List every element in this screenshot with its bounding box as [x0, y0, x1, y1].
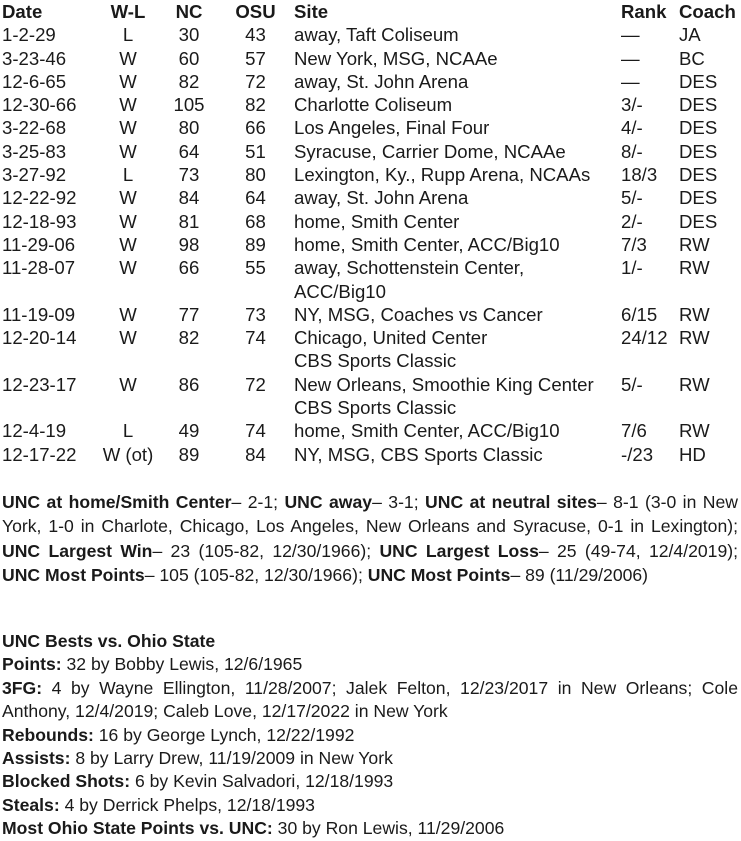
cell-site — [291, 303, 621, 326]
cell-rank: — — [621, 70, 640, 92]
cell-site — [291, 140, 621, 163]
bests-item — [2, 677, 738, 724]
cell-nc: 105 — [173, 94, 205, 116]
cell-osu: 64 — [245, 187, 266, 209]
summary-home-label: UNC at home/Smith Center — [2, 492, 232, 512]
cell-rank: 1/- — [621, 257, 643, 279]
bests-item-label: Points: — [2, 654, 62, 675]
summary-away-label: UNC away — [284, 492, 373, 512]
cell-coach: BC — [679, 47, 705, 69]
cell-coach: RW — [679, 303, 710, 325]
table-row — [0, 23, 741, 46]
cell-osu: 51 — [245, 140, 266, 162]
cell-date: 12-22-92 — [2, 187, 77, 209]
cell-coach: RW — [679, 420, 710, 442]
table-row — [0, 443, 741, 466]
header-osu: OSU — [235, 1, 276, 22]
summary-paragraph — [2, 490, 738, 588]
site-line: away, St. John Arena — [294, 70, 469, 92]
header-date: Date — [2, 1, 43, 22]
cell-wl: W — [119, 70, 137, 92]
table-row — [0, 70, 741, 93]
cell-date: 1-2-29 — [2, 24, 56, 46]
cell-osu: 74 — [245, 420, 266, 442]
table-row — [0, 210, 741, 233]
cell-date: 11-19-09 — [2, 303, 76, 325]
cell-date: 12-4-19 — [2, 420, 67, 442]
cell-nc: 60 — [178, 47, 200, 69]
header-site: Site — [294, 1, 329, 22]
site-line-2: CBS Sports Classic — [294, 397, 457, 419]
cell-coach: RW — [679, 233, 710, 255]
summary-largest-loss-label: UNC Largest Loss — [379, 540, 539, 561]
cell-nc: 30 — [178, 24, 200, 46]
cell-site — [291, 70, 621, 93]
header-rank: Rank — [621, 1, 667, 22]
site-line: Los Angeles, Final Four — [294, 117, 490, 139]
cell-wl: W — [119, 257, 137, 279]
cell-nc: 82 — [178, 327, 200, 349]
cell-rank: 24/12 — [621, 327, 668, 349]
cell-date: 3-22-68 — [2, 117, 67, 139]
site-line: Syracuse, Carrier Dome, NCAAe — [294, 140, 566, 162]
site-line-2: ACC/Big10 — [294, 280, 386, 302]
cell-wl: W (ot) — [102, 443, 154, 465]
cell-rank: — — [621, 47, 640, 69]
cell-date: 11-28-07 — [2, 257, 76, 279]
header-nc: NC — [175, 1, 203, 22]
site-line: Chicago, United Center — [294, 327, 488, 349]
games-body — [0, 23, 741, 466]
bests-item-text: 6 by Kevin Salvadori, 12/18/1993 — [130, 771, 394, 792]
cell-osu: 72 — [245, 70, 266, 92]
cell-coach: HD — [679, 443, 706, 465]
bests-item-label: Blocked Shots: — [2, 771, 131, 792]
table-row — [0, 116, 741, 139]
cell-nc: 49 — [178, 420, 200, 442]
cell-site — [291, 93, 621, 116]
cell-wl: W — [119, 233, 137, 255]
cell-coach: DES — [679, 70, 718, 92]
site-line: New York, MSG, NCAAe — [294, 47, 498, 69]
cell-wl: W — [119, 117, 137, 139]
cell-nc: 81 — [178, 210, 200, 232]
table-row — [0, 303, 741, 326]
cell-nc: 80 — [178, 117, 200, 139]
cell-site — [291, 443, 621, 466]
cell-osu: 66 — [245, 117, 266, 139]
bests-item-label: 3FG: — [2, 677, 43, 698]
cell-osu: 74 — [245, 327, 266, 349]
cell-osu: 82 — [245, 94, 266, 116]
bests-item-text: 4 by Derrick Phelps, 12/18/1993 — [59, 794, 315, 815]
table-row — [0, 47, 741, 70]
cell-wl: W — [119, 94, 137, 116]
cell-nc: 98 — [178, 233, 200, 255]
bests-item — [2, 724, 738, 747]
cell-site — [291, 116, 621, 139]
table-row — [0, 93, 741, 116]
cell-nc: 82 — [178, 70, 200, 92]
cell-date: 12-17-22 — [2, 443, 77, 465]
cell-wl: W — [119, 140, 137, 162]
cell-osu: 89 — [245, 233, 266, 255]
summary-most-points-2-text: – 89 (11/29/2006) — [510, 565, 649, 586]
cell-coach: JA — [679, 24, 701, 46]
cell-nc: 66 — [178, 257, 200, 279]
bests-title: UNC Bests vs. Ohio State — [2, 631, 216, 651]
cell-osu: 57 — [245, 47, 266, 69]
cell-osu: 80 — [245, 164, 266, 186]
cell-rank: 6/15 — [621, 303, 658, 325]
cell-coach: RW — [679, 327, 710, 349]
site-line: home, Smith Center — [294, 210, 460, 232]
table-row — [0, 140, 741, 163]
summary-most-points-2-label: UNC Most Points — [367, 565, 511, 586]
cell-coach: DES — [679, 94, 718, 116]
cell-wl: W — [119, 187, 137, 209]
cell-coach: DES — [679, 164, 718, 186]
bests-item-label: Most Ohio State Points vs. UNC: — [2, 818, 273, 839]
cell-date: 3-25-83 — [2, 140, 67, 162]
table-row — [0, 256, 741, 303]
cell-site — [291, 23, 621, 46]
bests-item-label: Rebounds: — [2, 724, 94, 745]
site-line: Charlotte Coliseum — [294, 94, 453, 116]
cell-rank: 7/3 — [621, 233, 647, 255]
table-header-row — [0, 0, 741, 23]
cell-coach: DES — [679, 140, 718, 162]
bests-item — [2, 794, 738, 817]
site-line-2: CBS Sports Classic — [294, 350, 457, 372]
cell-date: 3-27-92 — [2, 164, 67, 186]
header-wl: W-L — [110, 1, 146, 22]
summary-largest-win-label: UNC Largest Win — [2, 540, 153, 561]
cell-rank: -/23 — [621, 443, 654, 465]
cell-site — [291, 186, 621, 209]
site-line: NY, MSG, CBS Sports Classic — [294, 443, 543, 465]
summary-neutral-text: – 8-1 (3-0 in New York, 1-0 in Charlote, Chicago, Los Angeles, New Orleans and Syracuse, 0-1 in Lexington); — [2, 492, 739, 537]
cell-site — [291, 373, 621, 420]
cell-coach: DES — [679, 117, 718, 139]
cell-date: 12-18-93 — [2, 210, 77, 232]
cell-nc: 86 — [178, 373, 200, 395]
header-coach: Coach — [679, 1, 736, 22]
cell-coach: DES — [679, 210, 718, 232]
summary-most-points-label: UNC Most Points — [2, 565, 145, 586]
site-line: away, Schottenstein Center, — [294, 257, 525, 279]
cell-osu: 73 — [245, 303, 266, 325]
cell-wl: W — [119, 47, 137, 69]
summary-largest-win-text: – 23 (105-82, 12/30/1966); — [152, 540, 380, 561]
cell-wl: L — [122, 164, 134, 186]
cell-site — [291, 419, 621, 442]
cell-wl: L — [122, 24, 134, 46]
cell-date: 12-20-14 — [2, 327, 77, 349]
site-line: away, Taft Coliseum — [294, 24, 459, 46]
bests-item — [2, 653, 738, 676]
cell-date: 12-6-65 — [2, 70, 67, 92]
table-row — [0, 419, 741, 442]
bests-item — [2, 817, 738, 840]
bests-item-text: 4 by Wayne Ellington, 11/28/2007; Jalek Felton, 12/23/2017 in New Orleans; Cole Anthony, 12/4/2019; Caleb Love, 12/17/2022 in New York — [2, 677, 738, 722]
bests-item-text: 30 by Ron Lewis, 11/29/2006 — [272, 818, 505, 839]
site-line: New Orleans, Smoothie King Center — [294, 373, 594, 395]
bests-item-label: Assists: — [2, 748, 71, 769]
cell-rank: — — [621, 24, 640, 46]
cell-nc: 84 — [178, 187, 200, 209]
bests-item — [2, 770, 738, 793]
cell-osu: 55 — [245, 257, 266, 279]
cell-wl: W — [119, 210, 137, 232]
summary-home-text: – 2-1; — [231, 492, 285, 512]
cell-date: 12-23-17 — [2, 373, 77, 395]
cell-site — [291, 256, 621, 303]
cell-rank: 4/- — [621, 117, 643, 139]
cell-wl: W — [119, 327, 137, 349]
cell-nc: 73 — [178, 164, 200, 186]
cell-rank: 3/- — [621, 94, 643, 116]
table-row — [0, 326, 741, 373]
bests-item-text: 32 by Bobby Lewis, 12/6/1965 — [61, 654, 303, 675]
cell-site — [291, 163, 621, 186]
cell-wl: W — [119, 373, 137, 395]
summary-most-points-text: – 105 (105-82, 12/30/1966); — [144, 565, 368, 586]
cell-rank: 2/- — [621, 210, 643, 232]
summary-neutral-label: UNC at neutral sites — [425, 492, 597, 512]
cell-rank: 7/6 — [621, 420, 647, 442]
cell-date: 11-29-06 — [2, 233, 76, 255]
cell-osu: 68 — [245, 210, 266, 232]
cell-nc: 64 — [178, 140, 200, 162]
table-row — [0, 163, 741, 186]
site-line: NY, MSG, Coaches vs Cancer — [294, 303, 543, 325]
cell-date: 3-23-46 — [2, 47, 67, 69]
cell-site — [291, 47, 621, 70]
site-line: away, St. John Arena — [294, 187, 469, 209]
bests-list — [2, 653, 738, 840]
cell-wl: W — [119, 303, 137, 325]
cell-rank: 8/- — [621, 140, 643, 162]
table-row — [0, 233, 741, 256]
cell-coach: RW — [679, 373, 710, 395]
summary-away-text: – 3-1; — [372, 492, 426, 512]
cell-rank: 5/- — [621, 187, 643, 209]
cell-site — [291, 326, 621, 373]
site-line: home, Smith Center, ACC/Big10 — [294, 233, 560, 255]
site-line: home, Smith Center, ACC/Big10 — [294, 420, 560, 442]
cell-osu: 43 — [245, 24, 266, 46]
site-line: Lexington, Ky., Rupp Arena, NCAAs — [294, 164, 591, 186]
cell-rank: 5/- — [621, 373, 643, 395]
cell-coach: DES — [679, 187, 718, 209]
bests-section — [2, 630, 738, 841]
table-row — [0, 373, 741, 420]
bests-item-label: Steals: — [2, 794, 60, 815]
cell-osu: 72 — [245, 373, 266, 395]
cell-site — [291, 233, 621, 256]
table-row — [0, 186, 741, 209]
cell-osu: 84 — [245, 443, 266, 465]
cell-coach: RW — [679, 257, 710, 279]
bests-item-text: 16 by George Lynch, 12/22/1992 — [93, 724, 355, 745]
cell-site — [291, 210, 621, 233]
bests-item — [2, 747, 738, 770]
cell-nc: 89 — [178, 443, 200, 465]
cell-wl: L — [122, 420, 134, 442]
cell-date: 12-30-66 — [2, 94, 77, 116]
summary-largest-loss-text: – 25 (49-74, 12/4/2019); — [538, 540, 738, 561]
cell-rank: 18/3 — [621, 164, 658, 186]
cell-nc: 77 — [178, 303, 200, 325]
bests-item-text: 8 by Larry Drew, 11/19/2009 in New York — [70, 748, 393, 769]
